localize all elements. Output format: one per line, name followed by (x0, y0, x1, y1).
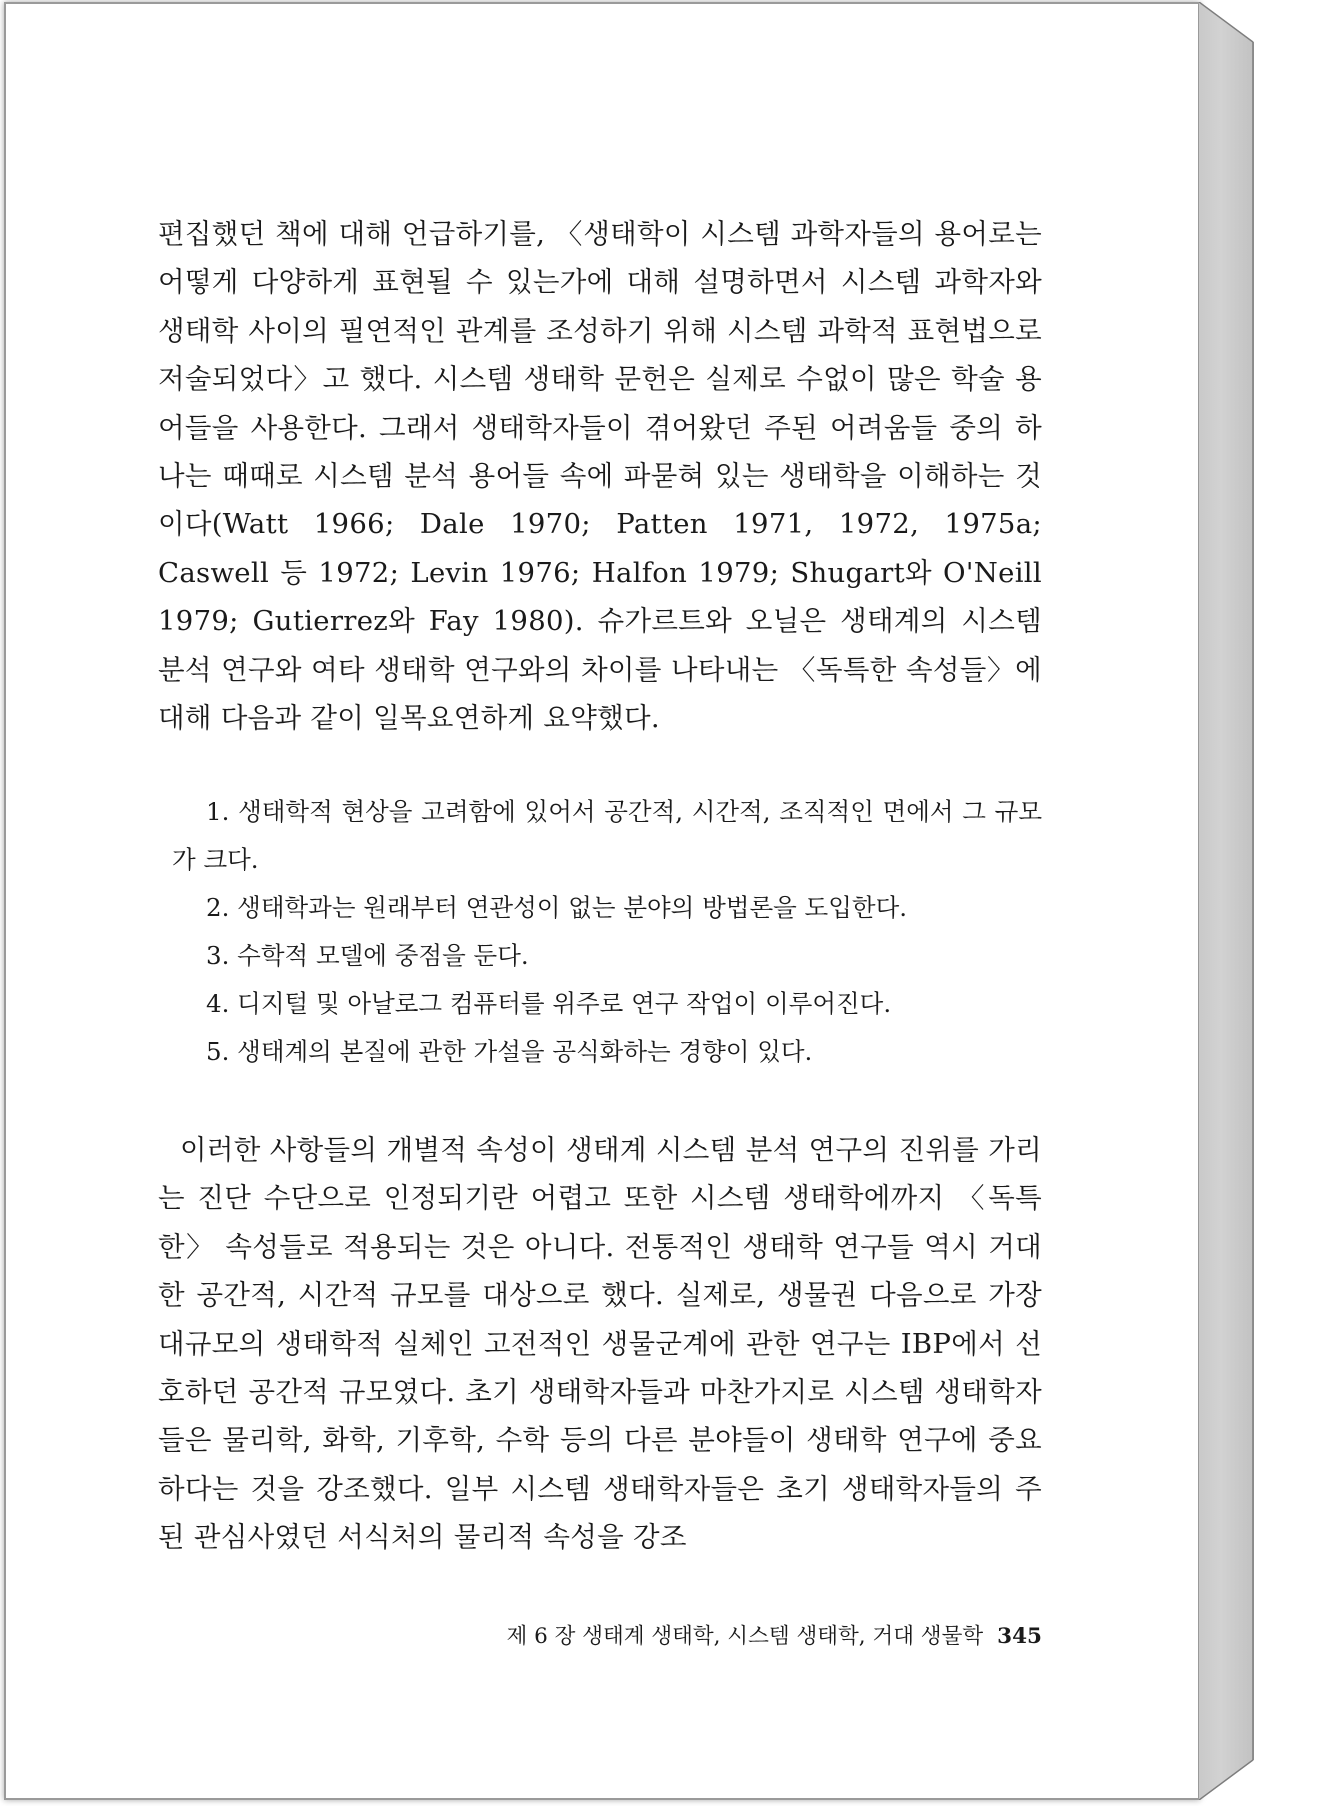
running-head: 제 6 장 생태계 생태학, 시스템 생태학, 거대 생물학 (506, 1624, 984, 1649)
list-item: 2. 생태학과는 원래부터 연관성이 없는 분야의 방법론을 도입한다. (206, 893, 908, 922)
list-item: 4. 디지털 및 아날로그 컴퓨터를 위주로 연구 작업이 이루어진다. (206, 989, 892, 1018)
page-stack-edge (1199, 2, 1254, 1800)
list-item: 3. 수학적 모델에 중점을 둔다. (206, 941, 529, 970)
list-item: 1. 생태학적 현상을 고려함에 있어서 공간적, 시간적, 조직적인 면에서 그 규모가 크다. (172, 797, 1042, 874)
book-page (4, 2, 1200, 1800)
body-paragraph-2: 이러한 사항들의 개별적 속성이 생태계 시스템 분석 연구의 진위를 가리는 진단 수단으로 인정되기란 어렵고 또한 시스템 생태학에까지 〈독특한〉 속성들로 적용되는 것은 아니다. 전통적인 생태학 연구들 역시 거대한 공간적, 시간적 규모를 대상으로 했다. 실제로, 생물권 다음으로 가장 대규모의 생태학적 실체인 고전적인 생물군계에 관한 연구는 IBP에서 선호하던 공간적 규모였다. 초기 생태학자들과 마찬가지로 시스템 생태학자들은 물리학, 화학, 기후학, 수학 등의 다른 분야들이 생태학 연구에 중요하다는 것을 강조했다. 일부 시스템 생태학자들은 초기 생태학자들의 주된 관심사였던 서식처의 물리적 속성을 강조 (158, 1134, 1042, 1554)
page-number: 345 (997, 1624, 1042, 1649)
page-footer (158, 1622, 1042, 1652)
numbered-list (172, 788, 1042, 1076)
body-paragraph-1: 편집했던 책에 대해 언급하기를, 〈생태학이 시스템 과학자들의 용어로는 어떻게 다양하게 표현될 수 있는가에 대해 설명하면서 시스템 과학자와 생태학 사이의 필연적인 관계를 조성하기 위해 시스템 과학적 표현법으로 저술되었다〉고 했다. 시스템 생태학 문헌은 실제로 수없이 많은 학술 용어들을 사용한다. 그래서 생태학자들이 겪어왔던 주된 어려움들 중의 하나는 때때로 시스템 분석 용어들 속에 파묻혀 있는 생태학을 이해하는 것이다(Watt 1966; Dale 1970; Patten 1971, 1972, 1975a; Caswell 등 1972; Levin 1976; Halfon 1979; Shugart와 O'Neill 1979; Gutierrez와 Fay 1980). 슈가르트와 오닐은 생태계의 시스템 분석 연구와 여타 생태학 연구와의 차이를 나타내는 〈독특한 속성들〉에 대해 다음과 같이 일목요연하게 요약했다. (158, 218, 1042, 735)
list-item: 5. 생태계의 본질에 관한 가설을 공식화하는 경향이 있다. (206, 1037, 813, 1066)
